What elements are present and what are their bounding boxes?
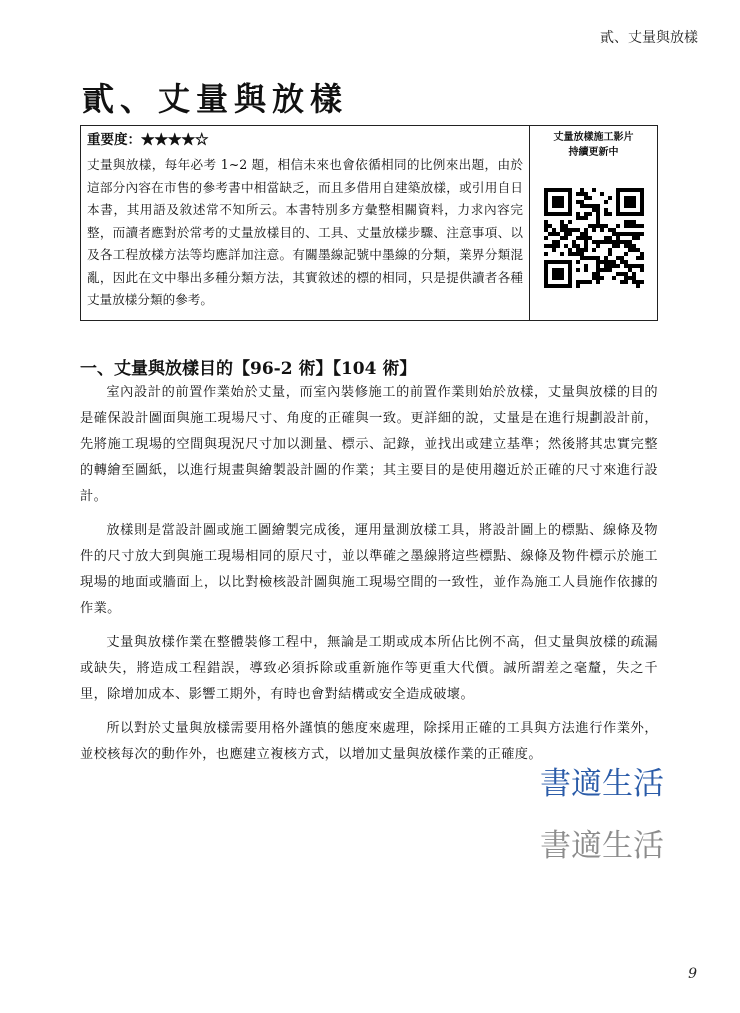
body-text [80, 380, 658, 776]
paragraph: 所以對於丈量與放樣需要用格外謹慎的態度來處理，除採用正確的工具與方法進行作業外，並校核每次的動作外，也應建立複核方式，以增加丈量與放樣作業的正確度。 [80, 721, 658, 762]
qr-caption [554, 130, 634, 160]
qr-caption-line2: 持續更新中 [568, 147, 619, 158]
summary-box [80, 125, 658, 321]
watermark-blue: 書適生活 [540, 766, 664, 802]
importance-rating: 重要度：★★★★☆ [87, 132, 209, 148]
summary-text-panel [81, 126, 530, 320]
watermark-gray: 書適生活 [540, 828, 664, 864]
section-heading [80, 354, 416, 379]
section-heading-text: 一、丈量與放樣目的 [80, 359, 233, 379]
qr-code-icon[interactable] [544, 188, 644, 288]
chapter-title: 貳、丈量與放樣 [82, 80, 349, 118]
qr-caption-line1: 丈量放樣施工影片 [553, 132, 634, 143]
summary-text: 丈量與放樣，每年必考 1~2 題，相信未來也會依循相同的比例來出題，由於這部分內容在市售的參考書中相當缺乏，而且多借用自建築放樣，或引用自日本書，其用語及敘述常不知所云。本書特別多方彙整相關資料，力求內容完整，而讀者應對於常考的丈量放樣目的、工具、丈量放樣步驟、注意事項、以及各工程放樣方法等均應詳加注意。有關墨線記號中墨線的分類，業界分類混亂，因此在文中舉出多種分類方法，其實敘述的標的相同，只是提供讀者各種丈量放樣分類的參考。 [87, 157, 523, 307]
section-exam-tags: 【96-2 術】【104 術】 [233, 359, 417, 379]
paragraph: 放樣則是當設計圖或施工圖繪製完成後，運用量測放樣工具，將設計圖上的標點、線條及物件的尺寸放大到與施工現場相同的原尺寸，並以準確之墨線將這些標點、線條及物件標示於施工現場的地面或牆面上，以比對檢核設計圖與施工現場空間的一致性，並作為施工人員施作依據的作業。 [80, 523, 658, 616]
running-header-title: 貳、丈量與放樣 [600, 30, 698, 46]
qr-panel [530, 126, 657, 320]
paragraph: 室內設計的前置作業始於丈量，而室內裝修施工的前置作業則始於放樣，丈量與放樣的目的是確保設計圖面與施工現場尺寸、角度的正確與一致。更詳細的說，丈量是在進行規劃設計前，先將施工現場的空間與現況尺寸加以測量、標示、記錄，並找出或建立基準；然後將其忠實完整的轉繪至圖紙，以進行規畫與繪製設計圖的作業；其主要目的是使用趨近於正確的尺寸來進行設計。 [80, 385, 658, 504]
paragraph: 丈量與放樣作業在整體裝修工程中，無論是工期或成本所佔比例不高，但丈量與放樣的疏漏或缺失，將造成工程錯誤，導致必須拆除或重新施作等更重大代價。誠所謂差之毫釐，失之千里，除增加成本、影響工期外，有時也會對結構或安全造成破壞。 [80, 635, 658, 702]
page-number: 9 [688, 966, 697, 982]
